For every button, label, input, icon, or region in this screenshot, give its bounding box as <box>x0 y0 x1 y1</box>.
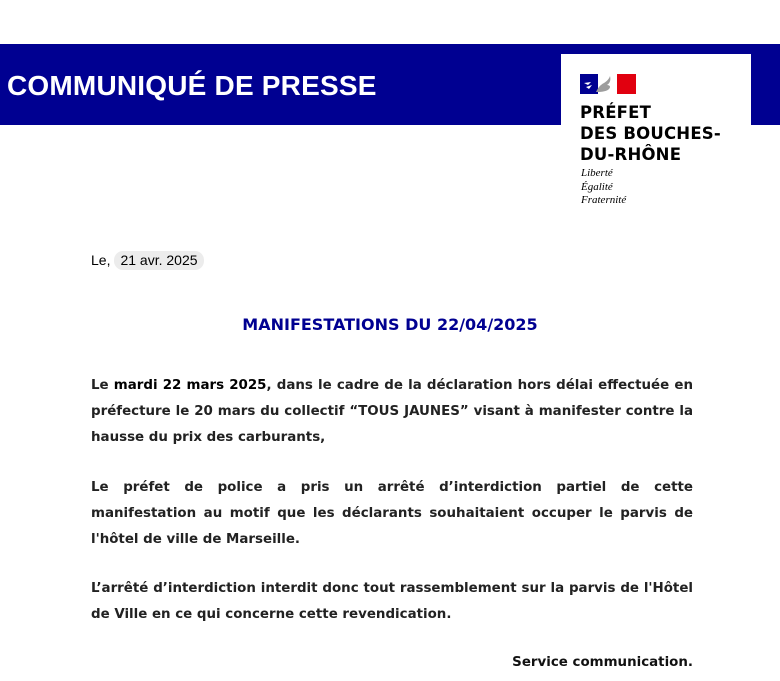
paragraph-1-lead: Le <box>91 378 114 393</box>
motto-line: Liberté <box>581 167 613 179</box>
date-value: 21 avr. 2025 <box>114 251 203 270</box>
prefet-line: DU-RHÔNE <box>580 145 682 164</box>
prefet-line: DES BOUCHES- <box>580 124 721 143</box>
signature: Service communication. <box>512 655 693 670</box>
motto-line: Fraternité <box>581 194 627 206</box>
prefet-line: PRÉFET <box>580 103 652 122</box>
motto-line: Égalité <box>581 180 613 193</box>
marianne-flag-icon <box>580 74 636 94</box>
prefet-text <box>580 102 721 165</box>
paragraph-1-date: mardi 22 mars 2025 <box>113 378 267 393</box>
paragraph-3: L’arrêté d’interdiction interdit donc tout rassemblement sur la parvis de l'Hôtel de Ville en ce qui concerne cette revendication. <box>91 581 693 622</box>
paragraph-2: Le préfet de police a pris un arrêté d’interdiction partiel de cette manifestation au motif que les déclarants souhaitaient occuper le parvis de l'hôtel de ville de Marseille. <box>91 480 693 547</box>
date-line <box>91 251 204 270</box>
paragraph-1-rest: , dans le cadre de la déclaration hors délai effectuée en préfecture le 20 mars du collectif “TOUS JAUNES” visant à manifester contre la hausse du prix des carburants, <box>91 378 693 445</box>
date-prefix: Le, <box>91 252 111 268</box>
paragraph-1 <box>91 373 693 451</box>
republic-motto <box>581 167 626 208</box>
prefecture-logo <box>561 54 751 214</box>
banner-title: COMMUNIQUÉ DE PRESSE <box>7 70 377 101</box>
headline: MANIFESTATIONS DU 22/04/2025 <box>242 315 538 334</box>
